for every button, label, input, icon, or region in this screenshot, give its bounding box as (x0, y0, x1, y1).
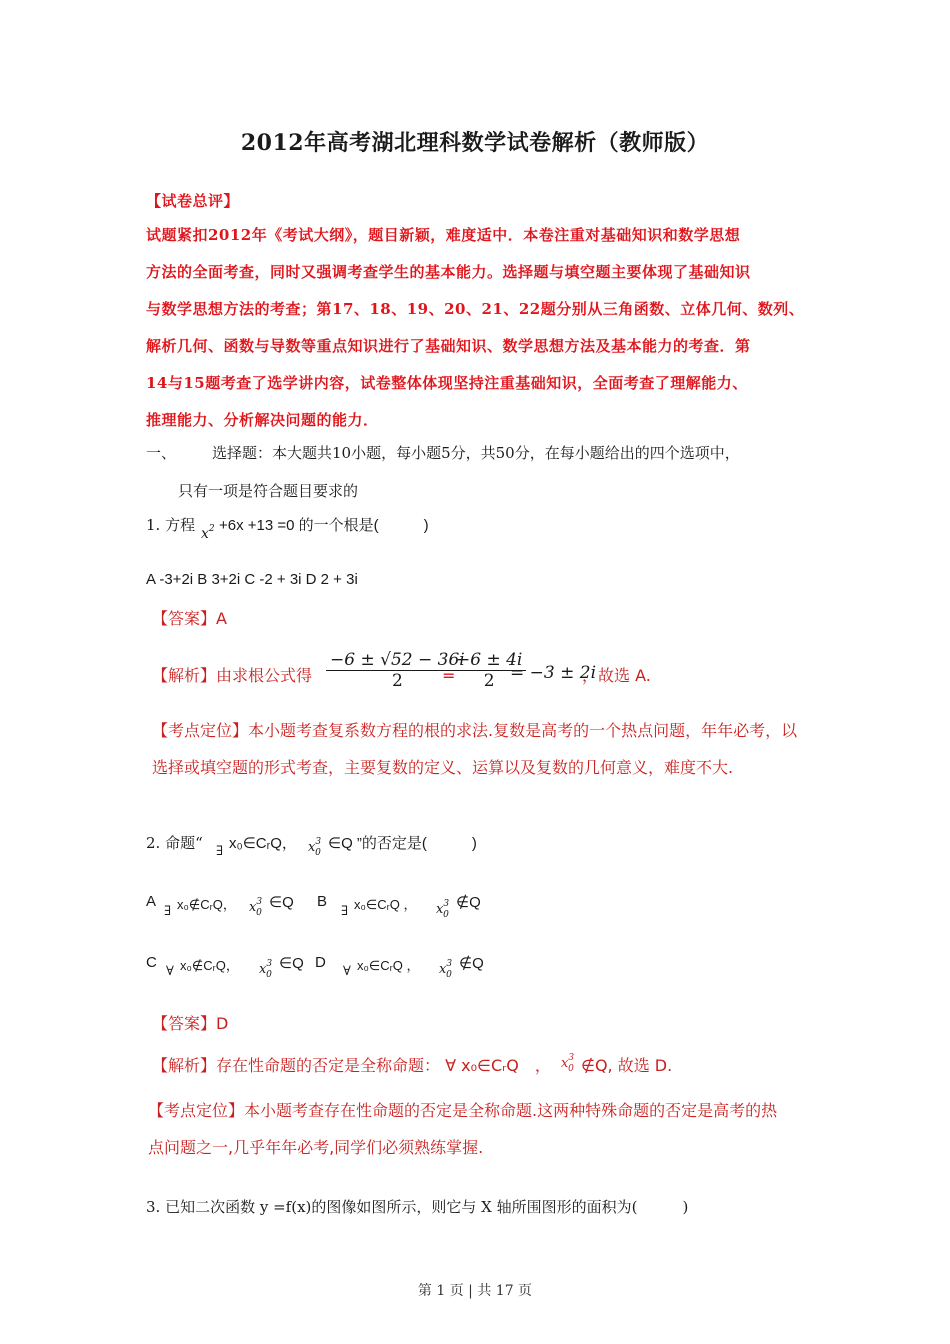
section-number: 一、 (146, 444, 177, 462)
q2-option-a-x: $x^3_0$ (249, 897, 263, 918)
q2-analysis-x: $x^3_0$ (561, 1053, 575, 1074)
q2-point-line: 【考点定位】本小题考查存在性命题的否定是全称命题.这两种特殊命题的否定是高考的热 (148, 1101, 778, 1120)
q2-option-d-x: $x^3_0$ (439, 959, 453, 980)
q2-part1: x₀∈CᵣQ， (229, 835, 297, 852)
q2-option-a-2: ∈Q (269, 894, 294, 911)
q1-equation: +6x +13 =0 的一个根是( ) (219, 517, 429, 534)
q1-result: = −3 ± 2i (510, 663, 597, 683)
q1-equals: = (442, 666, 456, 685)
q1-options: A -3+2i B 3+2i C -2 + 3i D 2 + 3i (146, 571, 358, 588)
q2-option-d-2: ∉Q (459, 955, 484, 972)
review-line: 解析几何、函数与导数等重点知识进行了基础知识、数学思想方法及基本能力的考查．第 (146, 337, 751, 355)
q2-point-line: 点问题之一,几乎年年必考,同学们必须熟练掌握. (148, 1138, 484, 1157)
section-text-2: 只有一项是符合题目要求的 (178, 482, 359, 500)
q1-prefix: 1. 方程 (146, 516, 196, 534)
q2-option-a-1: x₀∉CᵣQ， (177, 897, 236, 912)
review-line: 推理能力、分析解决问题的能力． (146, 411, 379, 429)
review-heading: 【试卷总评】 (146, 192, 240, 210)
q2-x-cubed: $x^3_0$ (308, 837, 322, 858)
review-line: 14与15题考查了选学讲内容，试卷整体体现坚持注重基础知识，全面考查了理解能力、 (146, 374, 748, 392)
q2-part2: ∈Q ”的否定是( ) (328, 835, 477, 852)
q2-prefix: 2. 命题“ (146, 834, 203, 852)
exists-symbol: ∃ (164, 904, 172, 919)
exists-symbol: ∃ (341, 904, 349, 919)
q1-analysis-label: 【解析】由求根公式得 (152, 666, 313, 685)
q1-fraction-1: $\frac{-6 \pm √52 - 36i}{2}$ (326, 650, 469, 691)
q2-option-c-2: ∈Q (279, 955, 304, 972)
q2-option-b-2: ∉Q (456, 894, 481, 911)
q2-option-a-label: A (146, 893, 157, 910)
forall-symbol: ∀ (343, 964, 351, 979)
review-line: 方法的全面考查，同时又强调考查学生的基本能力。选择题与填空题主要体现了基础知识 (146, 263, 751, 281)
q1-analysis-end: ，故选 A. (582, 666, 651, 685)
q2-answer: 【答案】D (152, 1014, 229, 1033)
q1-x: $x^2$ (201, 524, 215, 542)
forall-symbol: ∀ (166, 964, 174, 979)
section-text: 选择题：本大题共10小题，每小题5分，共50分，在每小题给出的四个选项中， (212, 444, 740, 462)
q2-option-d-label: D (315, 954, 326, 971)
q2-option-b-x: $x^3_0$ (436, 899, 450, 920)
page-footer: 第 1 页 | 共 17 页 (417, 1283, 533, 1299)
q2-option-d-1: x₀∈CᵣQ ， (357, 958, 420, 973)
q2-option-c-x: $x^3_0$ (259, 959, 273, 980)
q2-analysis-end: ∉Q, 故选 D. (581, 1056, 673, 1075)
q1-point-line: 【考点定位】本小题考查复系数方程的根的求法.复数是高考的一个热点问题，年年必考，以 (152, 721, 798, 740)
q3-text: 3. 已知二次函数 y =f(x)的图像如图所示，则它与 X 轴所围图形的面积为( ) (146, 1198, 689, 1216)
q1-fraction-2: $\frac{-6 \pm 4i}{2}$ (452, 650, 526, 691)
q1-answer: 【答案】A (152, 609, 227, 628)
exists-symbol: ∃ (216, 844, 224, 859)
page-title: 2012年高考湖北理科数学试卷解析（教师版） (240, 130, 710, 156)
q2-analysis: 【解析】存在性命题的否定是全称命题： ∀ x₀∈CᵣQ ， (152, 1056, 551, 1075)
review-line: 试题紧扣2012年《考试大纲》，题目新颖，难度适中．本卷注重对基础知识和数学思想 (146, 226, 741, 244)
q2-option-b-1: x₀∈CᵣQ ， (354, 897, 417, 912)
q2-option-c-1: x₀∉CᵣQ， (180, 958, 239, 973)
q2-option-c-label: C (146, 954, 157, 971)
q2-option-b-label: B (317, 893, 328, 910)
review-line: 与数学思想方法的考查；第17、18、19、20、21、22题分别从三角函数、立体几何、数列、 (146, 300, 805, 318)
q1-point-line: 选择或填空题的形式考查，主要复数的定义、运算以及复数的几何意义，难度不大. (152, 758, 734, 777)
